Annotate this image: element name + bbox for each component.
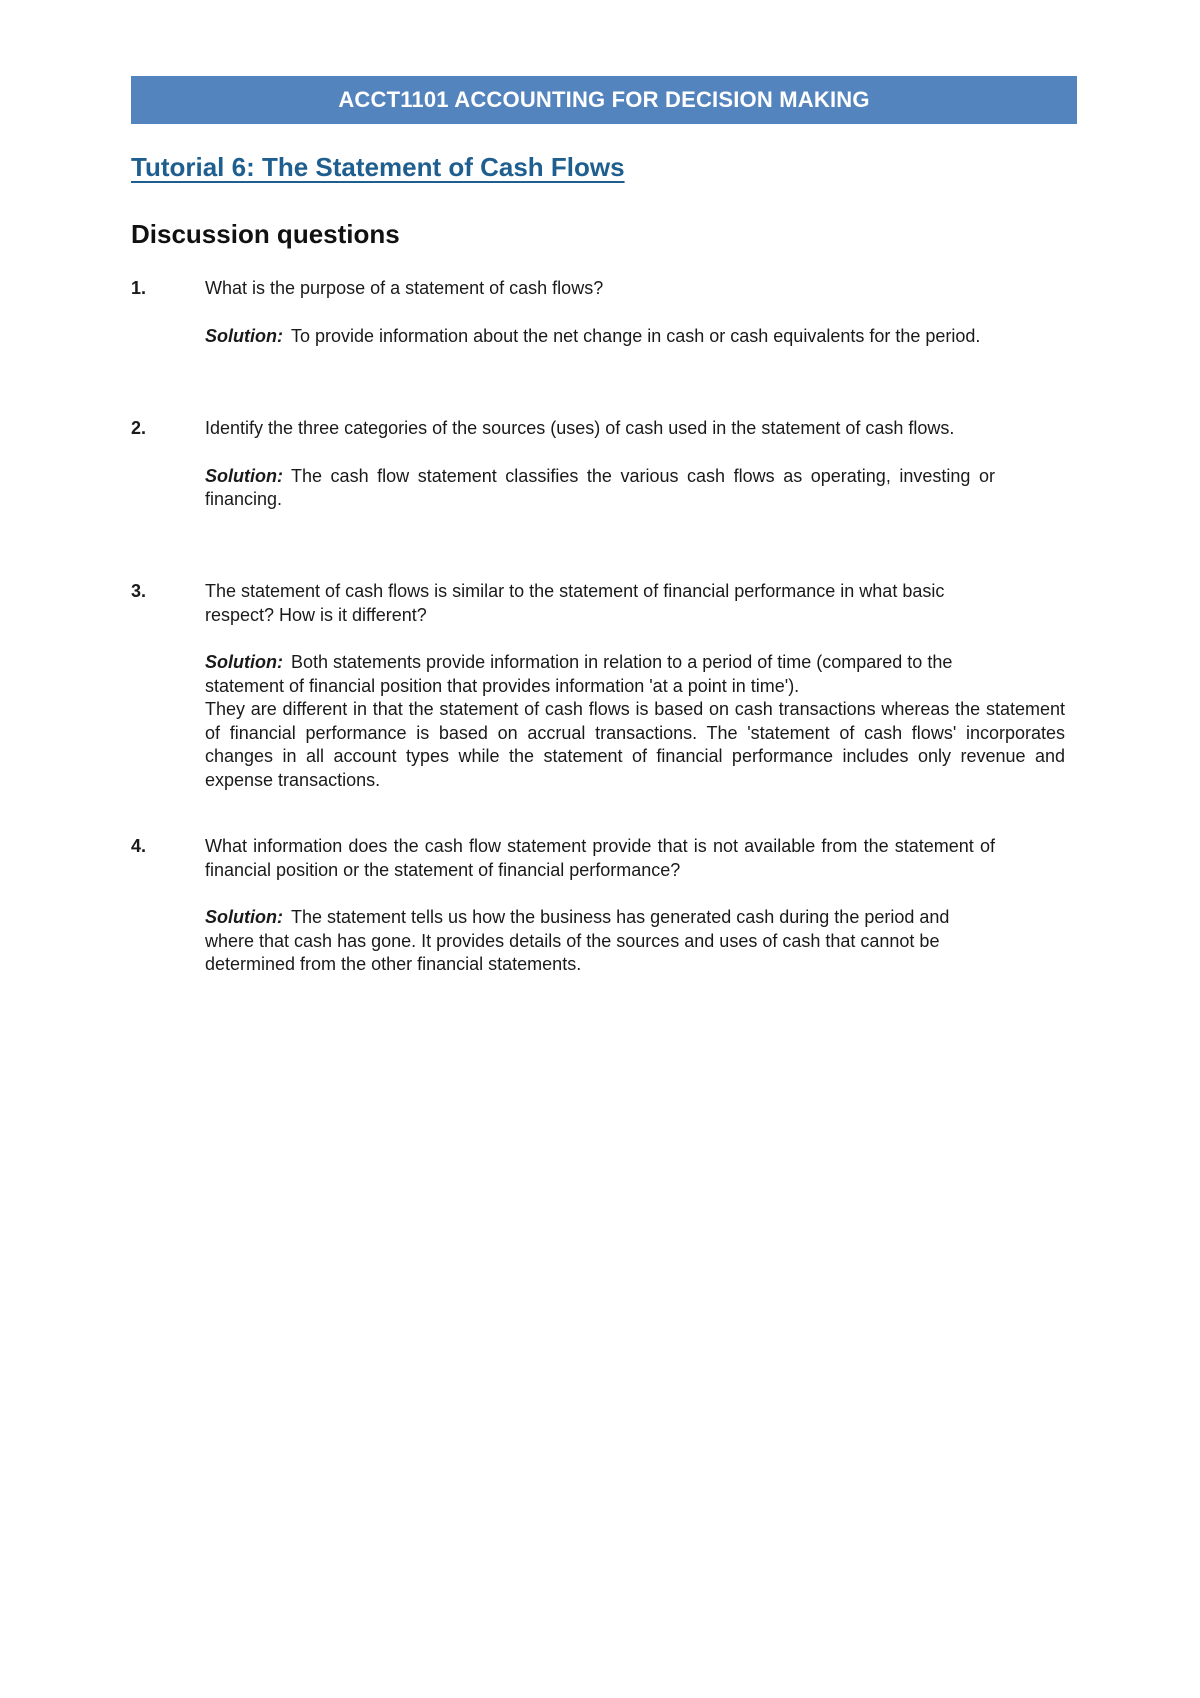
- tutorial-title: Tutorial 6: The Statement of Cash Flows: [131, 152, 625, 182]
- solution-text: The statement tells us how the business has generated cash during the period and where that cash has gone. It provides details of the sources and uses of cash that cannot be determined from the other financial statements.: [205, 907, 950, 974]
- question-number: 2.: [131, 418, 147, 438]
- question-item: [131, 580, 1077, 792]
- solution-text: Both statements provide information in relation to a period of time (compared to the statement of financial position that provides information 'at a point in time').: [205, 652, 953, 696]
- section-heading: Discussion questions: [131, 219, 400, 249]
- solution-paragraph: [205, 651, 995, 698]
- solution-label: Solution:: [205, 465, 283, 486]
- solution-paragraph: [205, 465, 995, 512]
- question-text: The statement of cash flows is similar to the statement of financial performance in what basic respect? How is it different?: [205, 581, 945, 625]
- question-item: [131, 417, 1077, 512]
- question-number: 4.: [131, 836, 147, 856]
- solution-continued: They are different in that the statement of cash flows is based on cash transactions whereas the statement of financial performance is based on accrual transactions. The 'statement of cash flows' incorporates changes in all account types while the statement of financial performance includes only revenue and expense transactions.: [205, 699, 1065, 790]
- question-item: [131, 277, 1077, 348]
- solution-label: Solution:: [205, 325, 283, 346]
- question-text: What is the purpose of a statement of cash flows?: [205, 278, 604, 298]
- question-item: [131, 835, 1077, 977]
- course-banner: ACCT1101 ACCOUNTING FOR DECISION MAKING: [131, 76, 1077, 124]
- solution-text: The cash flow statement classifies the various cash flows as operating, investing or financing.: [205, 465, 995, 509]
- solution-label: Solution:: [205, 652, 283, 672]
- solution-paragraph: [205, 906, 995, 977]
- question-number: 3.: [131, 581, 147, 601]
- question-text: Identify the three categories of the sources (uses) of cash used in the statement of cash flows.: [205, 418, 955, 438]
- solution-label: Solution:: [205, 907, 283, 927]
- solution-paragraph: [205, 325, 995, 349]
- solution-text: To provide information about the net change in cash or cash equivalents for the period.: [290, 325, 981, 346]
- question-text: What information does the cash flow statement provide that is not available from the statement of financial position or the statement of financial performance?: [205, 836, 995, 880]
- question-number: 1.: [131, 278, 147, 298]
